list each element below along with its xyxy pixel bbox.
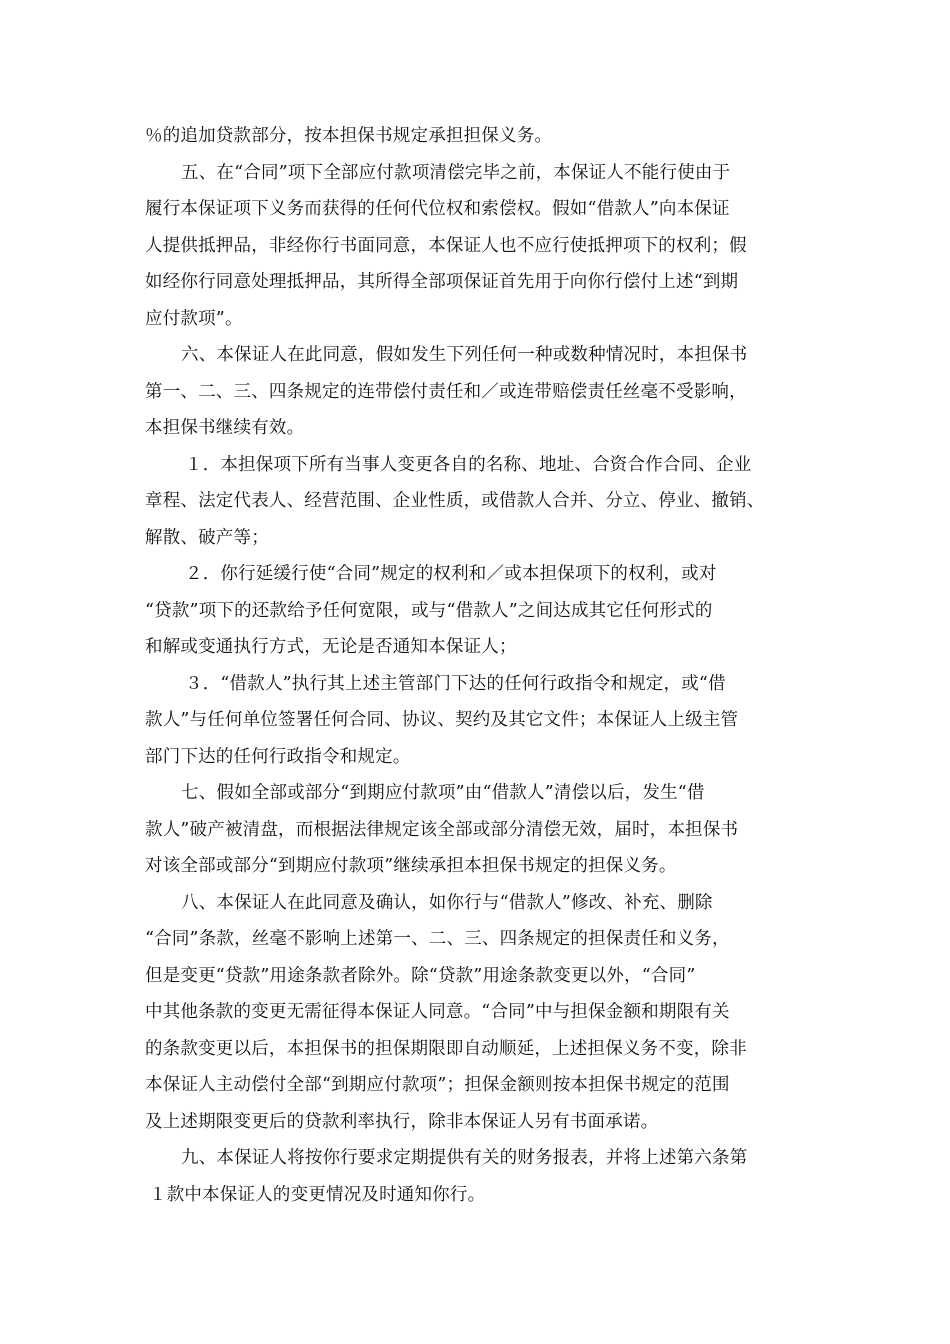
text-line: “贷款”项下的还款给予任何宽限，或与“借款人”之间达成其它任何形式的 — [145, 600, 713, 621]
text-line: １款中本保证人的变更情况及时通知你行。 — [149, 1184, 486, 1205]
text-line: 第一、二、三、四条规定的连带偿付责任和／或连带赔偿责任丝毫不受影响， — [145, 381, 747, 402]
text-line: 和解或变通执行方式，无论是否通知本保证人； — [145, 637, 517, 657]
paragraph-seven-start: 七、假如全部或部分“到期应付款项”由“借款人”清偿以后，发生“借 — [181, 783, 705, 803]
text-line: 如经你行同意处理抵押品，其所得全部项保证首先用于向你行偿付上述“到期 — [145, 272, 739, 292]
text-line: 款人”破产被清盘，而根据法律规定该全部或部分清偿无效，届时，本担保书 — [145, 819, 739, 840]
text-line: 但是变更“贷款”用途条款者除外。除“贷款”用途条款变更以外，“合同” — [145, 965, 696, 986]
text-line: 应付款项”。 — [145, 308, 243, 329]
text-line: 章程、法定代表人、经营范围、企业性质，或借款人合并、分立、停业、撤销、 — [145, 491, 765, 511]
paragraph-eight-start: 八、本保证人在此同意及确认，如你行与“借款人”修改、补充、删除 — [181, 892, 713, 913]
text-line: 及上述期限变更后的贷款利率执行，除非本保证人另有书面承诺。 — [145, 1111, 659, 1132]
text-line: 款人”与任何单位签署任何合同、协议、契约及其它文件；本保证人上级主管 — [145, 710, 739, 730]
clause-one-start: １．本担保项下所有当事人变更各自的名称、地址、合资合作合同、企业 — [185, 454, 752, 475]
text-line: 本保证人主动偿付全部“到期应付款项”；担保金额则按本担保书规定的范围 — [145, 1075, 730, 1095]
document-body — [145, 118, 815, 1213]
text-line: 部门下达的任何行政指令和规定。 — [145, 746, 411, 767]
text-line: 履行本保证项下义务而获得的任何代位权和索偿权。假如“借款人”向本保证 — [145, 199, 730, 219]
text-line: 中其他条款的变更无需征得本保证人同意。“合同”中与担保金额和期限有关 — [145, 1002, 730, 1022]
paragraph-nine-start: 九、本保证人将按你行要求定期提供有关的财务报表，并将上述第六条第 — [181, 1148, 748, 1168]
clause-three-start: ３．“借款人”执行其上述主管部门下达的任何行政指令和规定，或“借 — [185, 673, 726, 694]
paragraph-six-start: 六、本保证人在此同意，假如发生下列任何一种或数种情况时，本担保书 — [181, 345, 748, 365]
paragraph-five-start: 五、在“合同”项下全部应付款项清偿完毕之前，本保证人不能行使由于 — [181, 162, 731, 183]
text-line: 人提供抵押品，非经你行书面同意，本保证人也不应行使抵押项下的权利；假 — [145, 235, 747, 256]
text-line: ％的追加贷款部分，按本担保书规定承担担保义务。 — [145, 126, 553, 146]
text-line: 解散、破产等； — [145, 527, 269, 548]
text-line: 对该全部或部分“到期应付款项”继续承担本担保书规定的担保义务。 — [145, 856, 677, 876]
text-line: 的条款变更以后，本担保书的担保期限即自动顺延，上述担保义务不变，除非 — [145, 1038, 747, 1059]
text-line: “合同”条款，丝毫不影响上述第一、二、三、四条规定的担保责任和义务， — [145, 929, 730, 949]
text-line: 本担保书继续有效。 — [145, 418, 305, 438]
clause-two-start: ２．你行延缓行使“合同”规定的权利和／或本担保项下的权利，或对 — [185, 564, 717, 584]
